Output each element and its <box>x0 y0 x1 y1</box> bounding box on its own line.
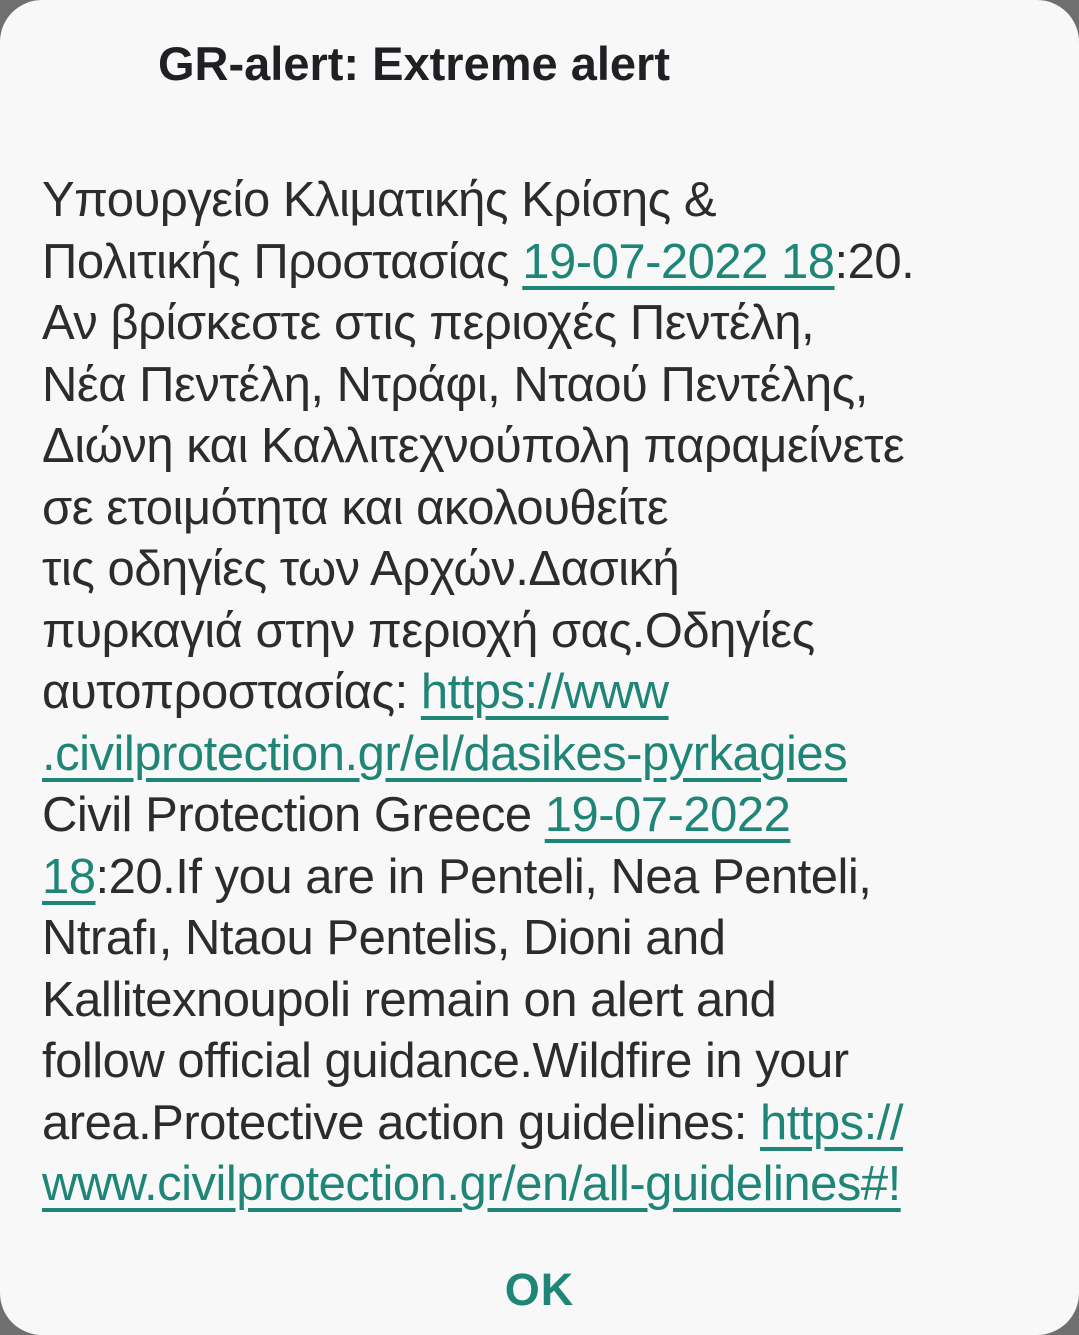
message-link[interactable]: .civilprotection.gr/el/dasikes-pyrkagies <box>42 726 848 781</box>
message-line <box>42 1093 1067 1155</box>
message-text: τις οδηγίες των Αρχών.Δασική <box>42 542 680 596</box>
message-link[interactable]: https:// <box>759 1095 904 1150</box>
message-line <box>42 662 1067 724</box>
message-text: Kallitexnoupoli remain on alert and <box>42 972 777 1027</box>
message-line <box>42 478 1067 540</box>
message-line <box>42 908 1067 970</box>
message-text: :20. <box>834 234 915 289</box>
message-text: Αν βρίσκεστε στις περιοχές Πεντέλη, <box>42 296 815 350</box>
message-text: :20.If you are in Penteli, Nea Penteli, <box>95 849 872 904</box>
message-line <box>42 232 1067 294</box>
message-text: area.Protective action guidelines: <box>42 1095 760 1150</box>
ok-button[interactable]: OK <box>477 1252 603 1328</box>
message-line <box>42 170 1067 232</box>
message-link[interactable]: 19-07-2022 18 <box>522 234 835 289</box>
message-link[interactable]: www.civilprotection.gr/en/all-guidelines#! <box>42 1157 901 1211</box>
message-line <box>42 724 1067 786</box>
message-line <box>42 539 1067 601</box>
message-text: Ntrafı, Ntaou Pentelis, Dioni and <box>42 911 726 965</box>
message-text: αυτοπροστασίας: <box>42 665 421 719</box>
dialog-title: GR-alert: Extreme alert <box>158 37 670 90</box>
message-link[interactable]: 19-07-2022 <box>544 788 791 842</box>
message-line <box>42 970 1067 1032</box>
alert-message <box>42 170 1067 1216</box>
message-line <box>42 293 1067 355</box>
message-text: Civil Protection Greece <box>42 788 545 842</box>
message-line <box>42 601 1067 663</box>
message-text: Πολιτικής Προστασίας <box>42 234 523 289</box>
message-line <box>42 416 1067 478</box>
message-line <box>42 847 1067 909</box>
message-text: follow official guidance.Wildfire in your <box>42 1034 849 1088</box>
message-link[interactable]: 18 <box>42 849 96 904</box>
message-text: Υπουργείο Κλιματικής Κρίσης & <box>42 173 717 227</box>
message-text: σε ετοιμότητα και ακολουθείτε <box>42 480 669 535</box>
message-line <box>42 1031 1067 1093</box>
message-text: Νέα Πεντέλη, Ντράφι, Νταού Πεντέλης, <box>42 357 868 412</box>
message-link[interactable]: https://www <box>420 665 669 719</box>
message-line <box>42 1154 1067 1216</box>
message-line <box>42 785 1067 847</box>
message-text: πυρκαγιά στην περιοχή σας.Οδηγίες <box>42 603 815 658</box>
message-text: Διώνη και Καλλιτεχνούπολη παραμείνετε <box>42 419 905 473</box>
message-line <box>42 355 1067 417</box>
